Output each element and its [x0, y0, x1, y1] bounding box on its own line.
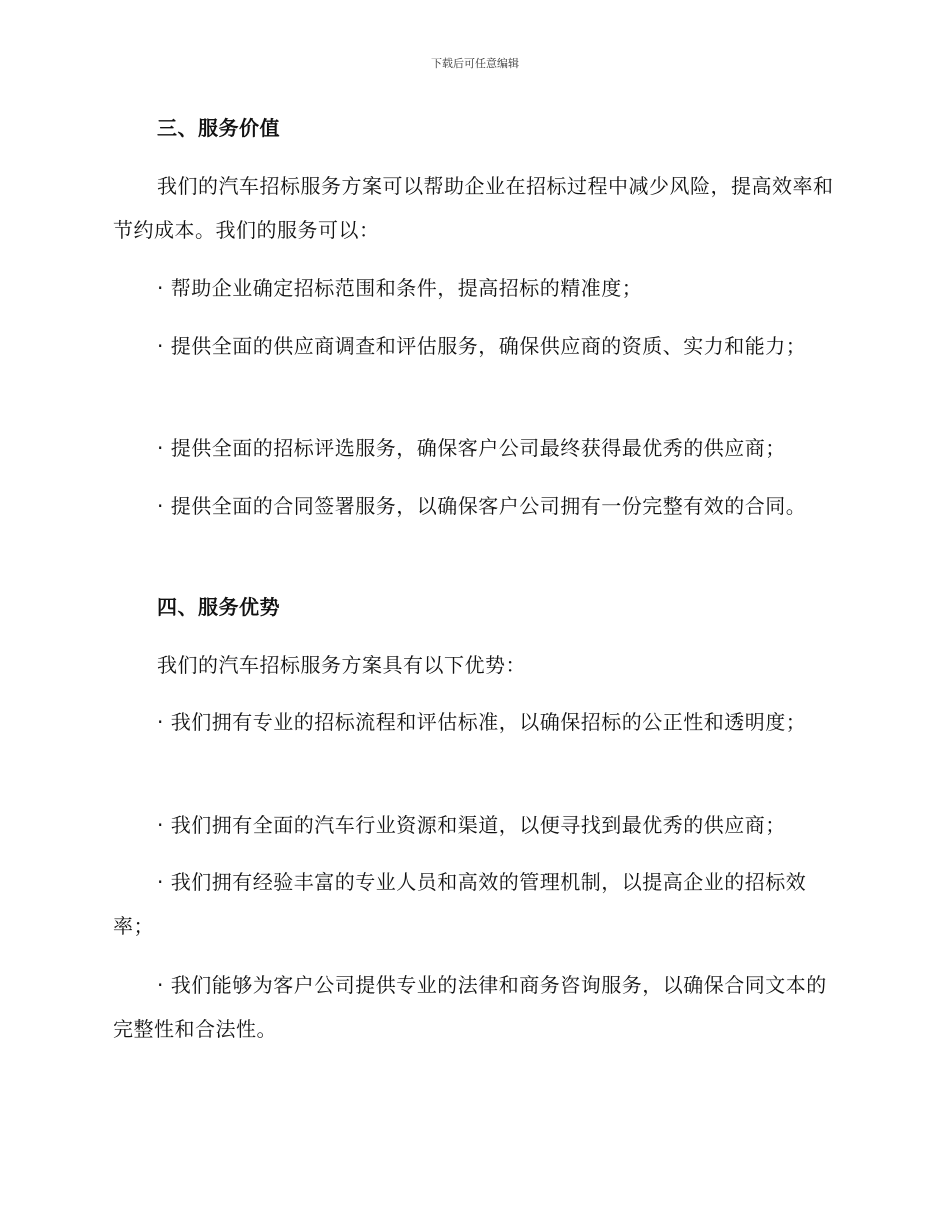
- section-4-bullet-1: · 我们拥有专业的招标流程和评估标准，以确保招标的公正性和透明度；: [157, 710, 807, 734]
- section-3-intro: 我们的汽车招标服务方案可以帮助企业在招标过程中减少风险，提高效率和节约成本。我们的服务可以：: [113, 174, 834, 242]
- section-4-bullet-4: · 我们能够为客户公司提供专业的法律和商务咨询服务，以确保合同文本的完整性和合法性。: [113, 973, 827, 1041]
- section-3-bullet-4: · 提供全面的合同签署服务，以确保客户公司拥有一份完整有效的合同。: [157, 494, 807, 518]
- section-4-bullet-3: · 我们拥有经验丰富的专业人员和高效的管理机制，以提高企业的招标效率；: [113, 870, 807, 938]
- section-4-bullet-2: · 我们拥有全面的汽车行业资源和渠道，以便寻找到最优秀的供应商；: [157, 813, 786, 837]
- section-3-bullet-2: · 提供全面的供应商调查和评估服务，确保供应商的资质、实力和能力；: [157, 334, 807, 358]
- section-4-heading: 四、服务优势: [157, 595, 280, 619]
- section-3-bullet-1: · 帮助企业确定招标范围和条件，提高招标的精准度；: [157, 276, 643, 300]
- section-3-bullet-3: · 提供全面的招标评选服务，确保客户公司最终获得最优秀的供应商；: [157, 436, 786, 460]
- header-note: 下载后可任意编辑: [431, 57, 519, 70]
- section-4-intro: 我们的汽车招标服务方案具有以下优势：: [157, 653, 526, 677]
- section-3-heading: 三、服务价值: [157, 116, 280, 140]
